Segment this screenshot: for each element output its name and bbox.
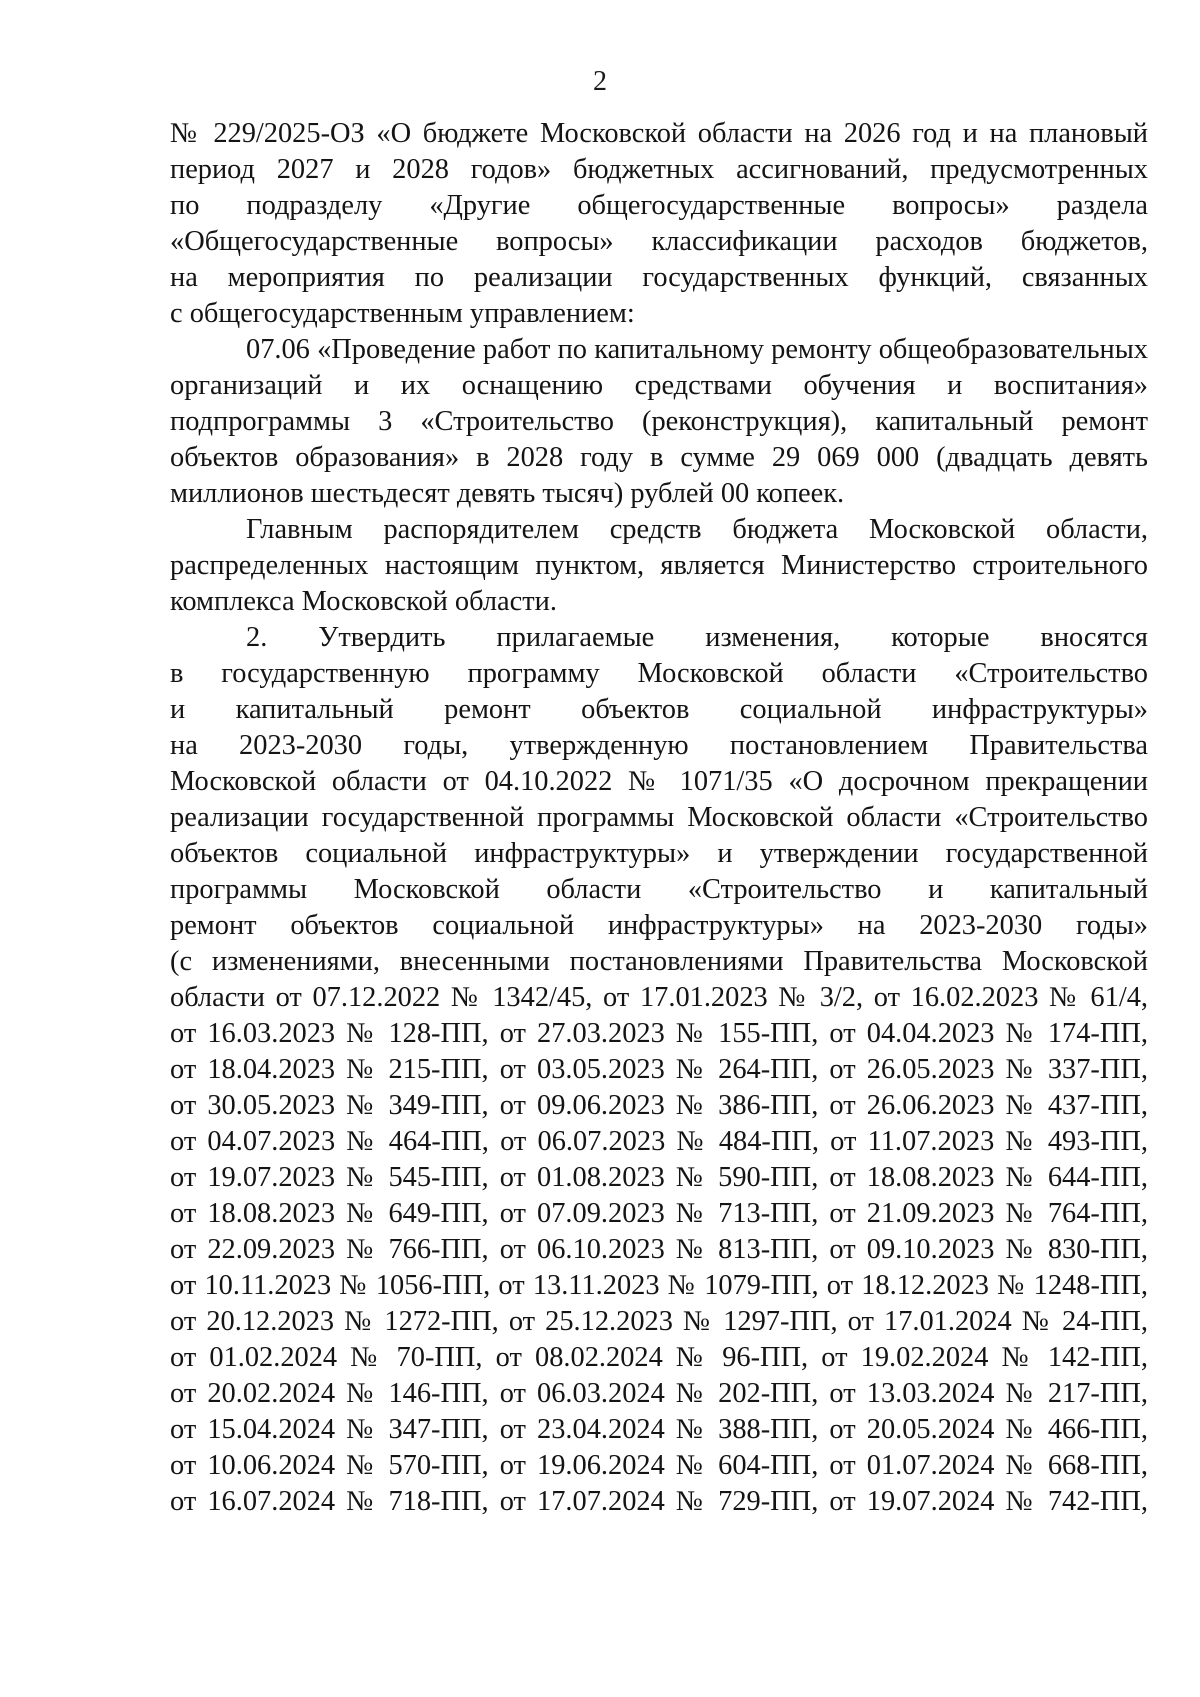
paragraph-main-manager [170, 512, 1148, 620]
text-line: от 18.04.2023 № 215-ПП, от 03.05.2023 № 264-ПП, от 26.05.2023 № 337-ПП, [170, 1054, 1148, 1085]
text-line: от 19.07.2023 № 545-ПП, от 01.08.2023 № 590-ПП, от 18.08.2023 № 644-ПП, [170, 1162, 1148, 1193]
paragraph-budget-allocation [170, 116, 1148, 332]
text-line: от 04.07.2023 № 464-ПП, от 06.07.2023 № 484-ПП, от 11.07.2023 № 493-ПП, [170, 1126, 1148, 1157]
text-line: 2. Утвердить прилагаемые изменения, которые вносятся [246, 622, 1148, 653]
paragraph-item-07-06 [170, 332, 1148, 512]
text-line: от 20.12.2023 № 1272-ПП, от 25.12.2023 № 1297-ПП, от 17.01.2024 № 24-ПП, [170, 1306, 1148, 1337]
text-line: от 10.11.2023 № 1056-ПП, от 13.11.2023 № 1079-ПП, от 18.12.2023 № 1248-ПП, [170, 1270, 1148, 1301]
text-line: от 10.06.2024 № 570-ПП, от 19.06.2024 № 604-ПП, от 01.07.2024 № 668-ПП, [170, 1450, 1148, 1481]
text-line: с общегосударственным управлением: [170, 298, 635, 329]
document-body [170, 116, 1148, 1556]
page-number: 2 [593, 66, 607, 97]
paragraph-item-2-approve-changes [170, 620, 1148, 1556]
text-line: № 229/2025-ОЗ «О бюджете Московской области на 2026 год и на плановый [170, 118, 1148, 149]
text-line: в государственную программу Московской области «Строительство [170, 658, 1148, 689]
text-line: (с изменениями, внесенными постановлениями Правительства Московской [170, 946, 1148, 977]
text-line: области от 07.12.2022 № 1342/45, от 17.01.2023 № 3/2, от 16.02.2023 № 61/4, [170, 982, 1148, 1013]
text-line: реализации государственной программы Московской области «Строительство [170, 802, 1148, 833]
text-line: на мероприятия по реализации государственных функций, связанных [170, 262, 1148, 293]
text-line: распределенных настоящим пунктом, является Министерство строительного [170, 550, 1148, 581]
text-line: от 15.04.2024 № 347-ПП, от 23.04.2024 № 388-ПП, от 20.05.2024 № 466-ПП, [170, 1414, 1148, 1445]
text-line: от 22.09.2023 № 766-ПП, от 06.10.2023 № 813-ПП, от 09.10.2023 № 830-ПП, [170, 1234, 1148, 1265]
text-line [170, 1520, 1148, 1556]
text-line: организаций и их оснащению средствами обучения и воспитания» [170, 370, 1148, 401]
text-line: период 2027 и 2028 годов» бюджетных ассигнований, предусмотренных [170, 154, 1148, 185]
text-line: объектов образования» в 2028 году в сумме 29 069 000 (двадцать девять [170, 442, 1148, 473]
text-line: и капитальный ремонт объектов социальной инфраструктуры» [170, 694, 1148, 725]
text-line: по подразделу «Другие общегосударственные вопросы» раздела [170, 190, 1148, 221]
text-line: комплекса Московской области. [170, 586, 557, 617]
text-line: ремонт объектов социальной инфраструктуры» на 2023-2030 годы» [170, 910, 1148, 941]
text-line: миллионов шестьдесят девять тысяч) рублей 00 копеек. [170, 478, 845, 509]
text-line: «Общегосударственные вопросы» классификации расходов бюджетов, [170, 226, 1148, 257]
text-line: на 2023-2030 годы, утвержденную постановлением Правительства [170, 730, 1148, 761]
text-line: программы Московской области «Строительство и капитальный [170, 874, 1148, 905]
text-line: подпрограммы 3 «Строительство (реконструкция), капитальный ремонт [170, 406, 1148, 437]
text-line: от 30.05.2023 № 349-ПП, от 09.06.2023 № 386-ПП, от 26.06.2023 № 437-ПП, [170, 1090, 1148, 1121]
text-line: от 18.08.2023 № 649-ПП, от 07.09.2023 № 713-ПП, от 21.09.2023 № 764-ПП, [170, 1198, 1148, 1229]
text-line: от 16.07.2024 № 718-ПП, от 17.07.2024 № 729-ПП, от 19.07.2024 № 742-ПП, [170, 1486, 1148, 1517]
text-line: Московской области от 04.10.2022 № 1071/35 «О досрочном прекращении [170, 766, 1148, 797]
text-line: Главным распорядителем средств бюджета Московской области, [246, 514, 1148, 545]
text-line: от 20.02.2024 № 146-ПП, от 06.03.2024 № 202-ПП, от 13.03.2024 № 217-ПП, [170, 1378, 1148, 1409]
text-line: объектов социальной инфраструктуры» и утверждении государственной [170, 838, 1148, 869]
text-line: 07.06 «Проведение работ по капитальному ремонту общеобразовательных [246, 334, 1148, 365]
text-line: от 16.03.2023 № 128-ПП, от 27.03.2023 № 155-ПП, от 04.04.2023 № 174-ПП, [170, 1018, 1148, 1049]
text-line: от 01.02.2024 № 70-ПП, от 08.02.2024 № 96-ПП, от 19.02.2024 № 142-ПП, [170, 1342, 1148, 1373]
